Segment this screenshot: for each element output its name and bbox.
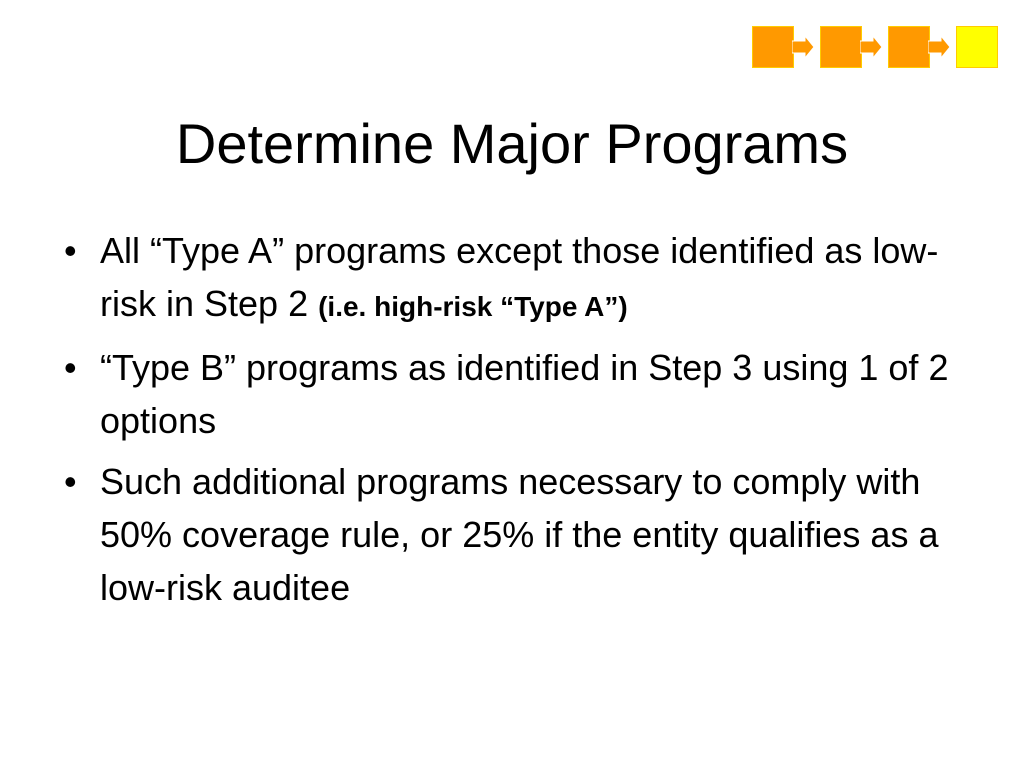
bullet-text: Such additional programs necessary to comply with 50% coverage rule, or 25% if the entity qualifies as a low-risk auditee (100, 461, 939, 608)
bullet-dot-icon: • (64, 230, 77, 271)
right-arrow-icon (792, 26, 815, 68)
bullet-dot-icon: • (64, 461, 77, 502)
step-2-box (820, 26, 862, 68)
bullet-list (56, 224, 976, 622)
slide-title: Determine Major Programs (175, 112, 849, 175)
step-1-box (752, 26, 794, 68)
bullet-item-type-a (56, 224, 976, 333)
right-arrow-icon (928, 26, 951, 68)
step-4-box-current (956, 26, 998, 68)
bullet-dot-icon: • (64, 347, 77, 388)
bullet-item-type-b (56, 341, 976, 447)
right-arrow-icon (860, 26, 883, 68)
bullet-item-coverage (56, 455, 976, 614)
step-3-box (888, 26, 930, 68)
bullet-text: “Type B” programs as identified in Step 3 using 1 of 2 options (100, 347, 949, 441)
bullet-text: All “Type A” programs except those identified as low-risk in Step 2 (100, 230, 939, 324)
step-progress-indicator (752, 26, 1000, 68)
bullet-note: (i.e. high-risk “Type A”) (318, 291, 628, 322)
